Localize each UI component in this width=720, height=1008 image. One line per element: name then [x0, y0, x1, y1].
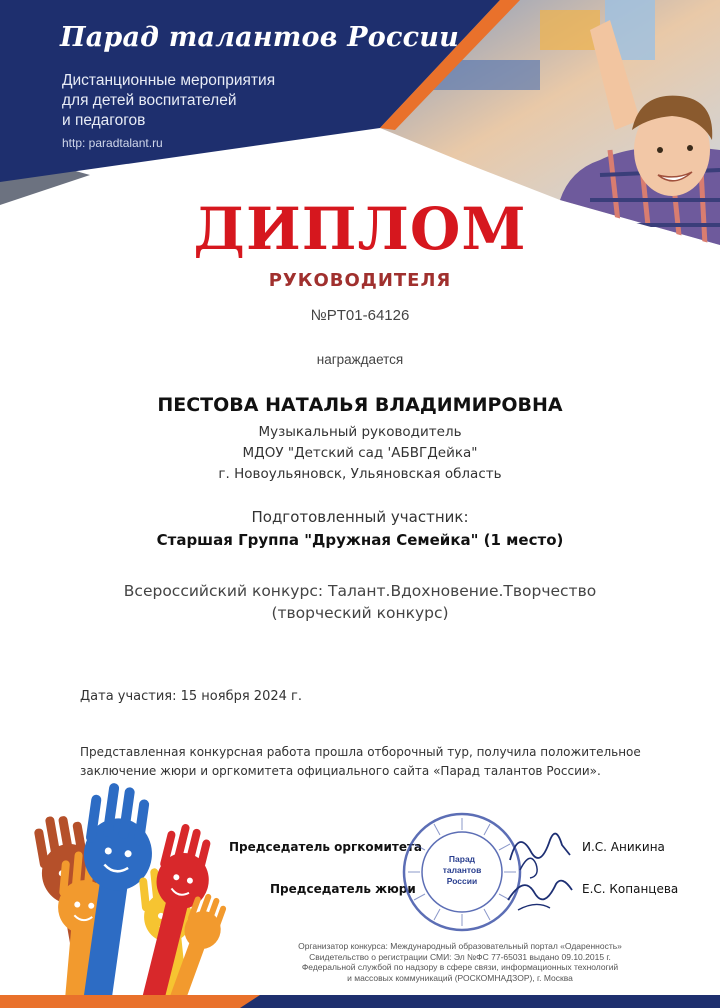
organizer-line: Организатор конкурса: Международный образовательный портал «Одаренность»: [298, 941, 622, 951]
jury-chair-name: Е.С. Копанцева: [582, 882, 679, 896]
awarded-label: награждается: [316, 352, 404, 367]
signature-scribbles-icon: [500, 820, 580, 920]
recipient-organization: МДОУ "Детский сад 'АБВГДейка": [242, 445, 478, 461]
result-line: заключение жюри и оргкомитета официального сайта «Парад талантов России».: [80, 764, 601, 778]
result-statement: [80, 743, 680, 781]
recipient-location: г. Новоульяновск, Ульяновская область: [218, 466, 502, 482]
jury-chair-label: Председатель жюри: [270, 882, 416, 896]
brand-logo-text: Парад талантов России: [60, 22, 459, 53]
organizer-line: и массовых коммуникаций (РОСКОМНАДЗОР), г. Москва: [347, 972, 573, 983]
participant-label: Подготовленный участник:: [251, 508, 469, 526]
stamp-line: Парад: [448, 854, 476, 864]
contest-line: Всероссийский конкурс: Талант.Вдохновение.Творчество: [123, 582, 597, 600]
diploma-subtitle: РУКОВОДИТЕЛЯ: [268, 270, 452, 291]
site-url: http: paradtalant.ru: [62, 136, 163, 150]
recipient-position: Музыкальный руководитель: [258, 424, 462, 440]
org-chair-name: И.С. Аникина: [582, 840, 665, 854]
organizer-line: Федеральной службой по надзору в сфере связи, информационных технологий: [301, 962, 619, 972]
stamp-line: талантов: [442, 865, 482, 875]
result-line: Представленная конкурсная работа прошла отборочный тур, получила положительное: [80, 745, 641, 759]
contest-info: [0, 580, 720, 624]
recipient-name: ПЕСТОВА НАТАЛЬЯ ВЛАДИМИРОВНА: [157, 394, 563, 416]
hands-illustration-icon: [0, 780, 250, 1008]
diploma-number: №PT01-64126: [310, 307, 410, 324]
organizer-line: Свидетельство о регистрации СМИ: Эл №ФС 77-65031 выдано 09.10.2015 г.: [309, 951, 611, 962]
footer-strip: [0, 995, 720, 1008]
diploma-title: ДИПЛОМ: [193, 195, 527, 263]
stamp-line: России: [446, 876, 478, 886]
header-subtitle-line: Дистанционные мероприятия: [62, 72, 276, 89]
org-chair-label: Председатель оргкомитета: [229, 840, 423, 854]
stamp-center-text: [432, 854, 492, 887]
participation-date: Дата участия: 15 ноября 2024 г.: [80, 689, 302, 704]
recipient-info: [0, 422, 720, 485]
organizer-info: [250, 941, 670, 983]
contest-line: (творческий конкурс): [271, 604, 449, 622]
header-subtitle: [62, 71, 362, 131]
header-subtitle-line: для детей воспитателей: [62, 92, 237, 109]
participant-name: Старшая Группа "Дружная Семейка" (1 место): [156, 531, 564, 549]
header-subtitle-line: и педагогов: [62, 112, 146, 129]
